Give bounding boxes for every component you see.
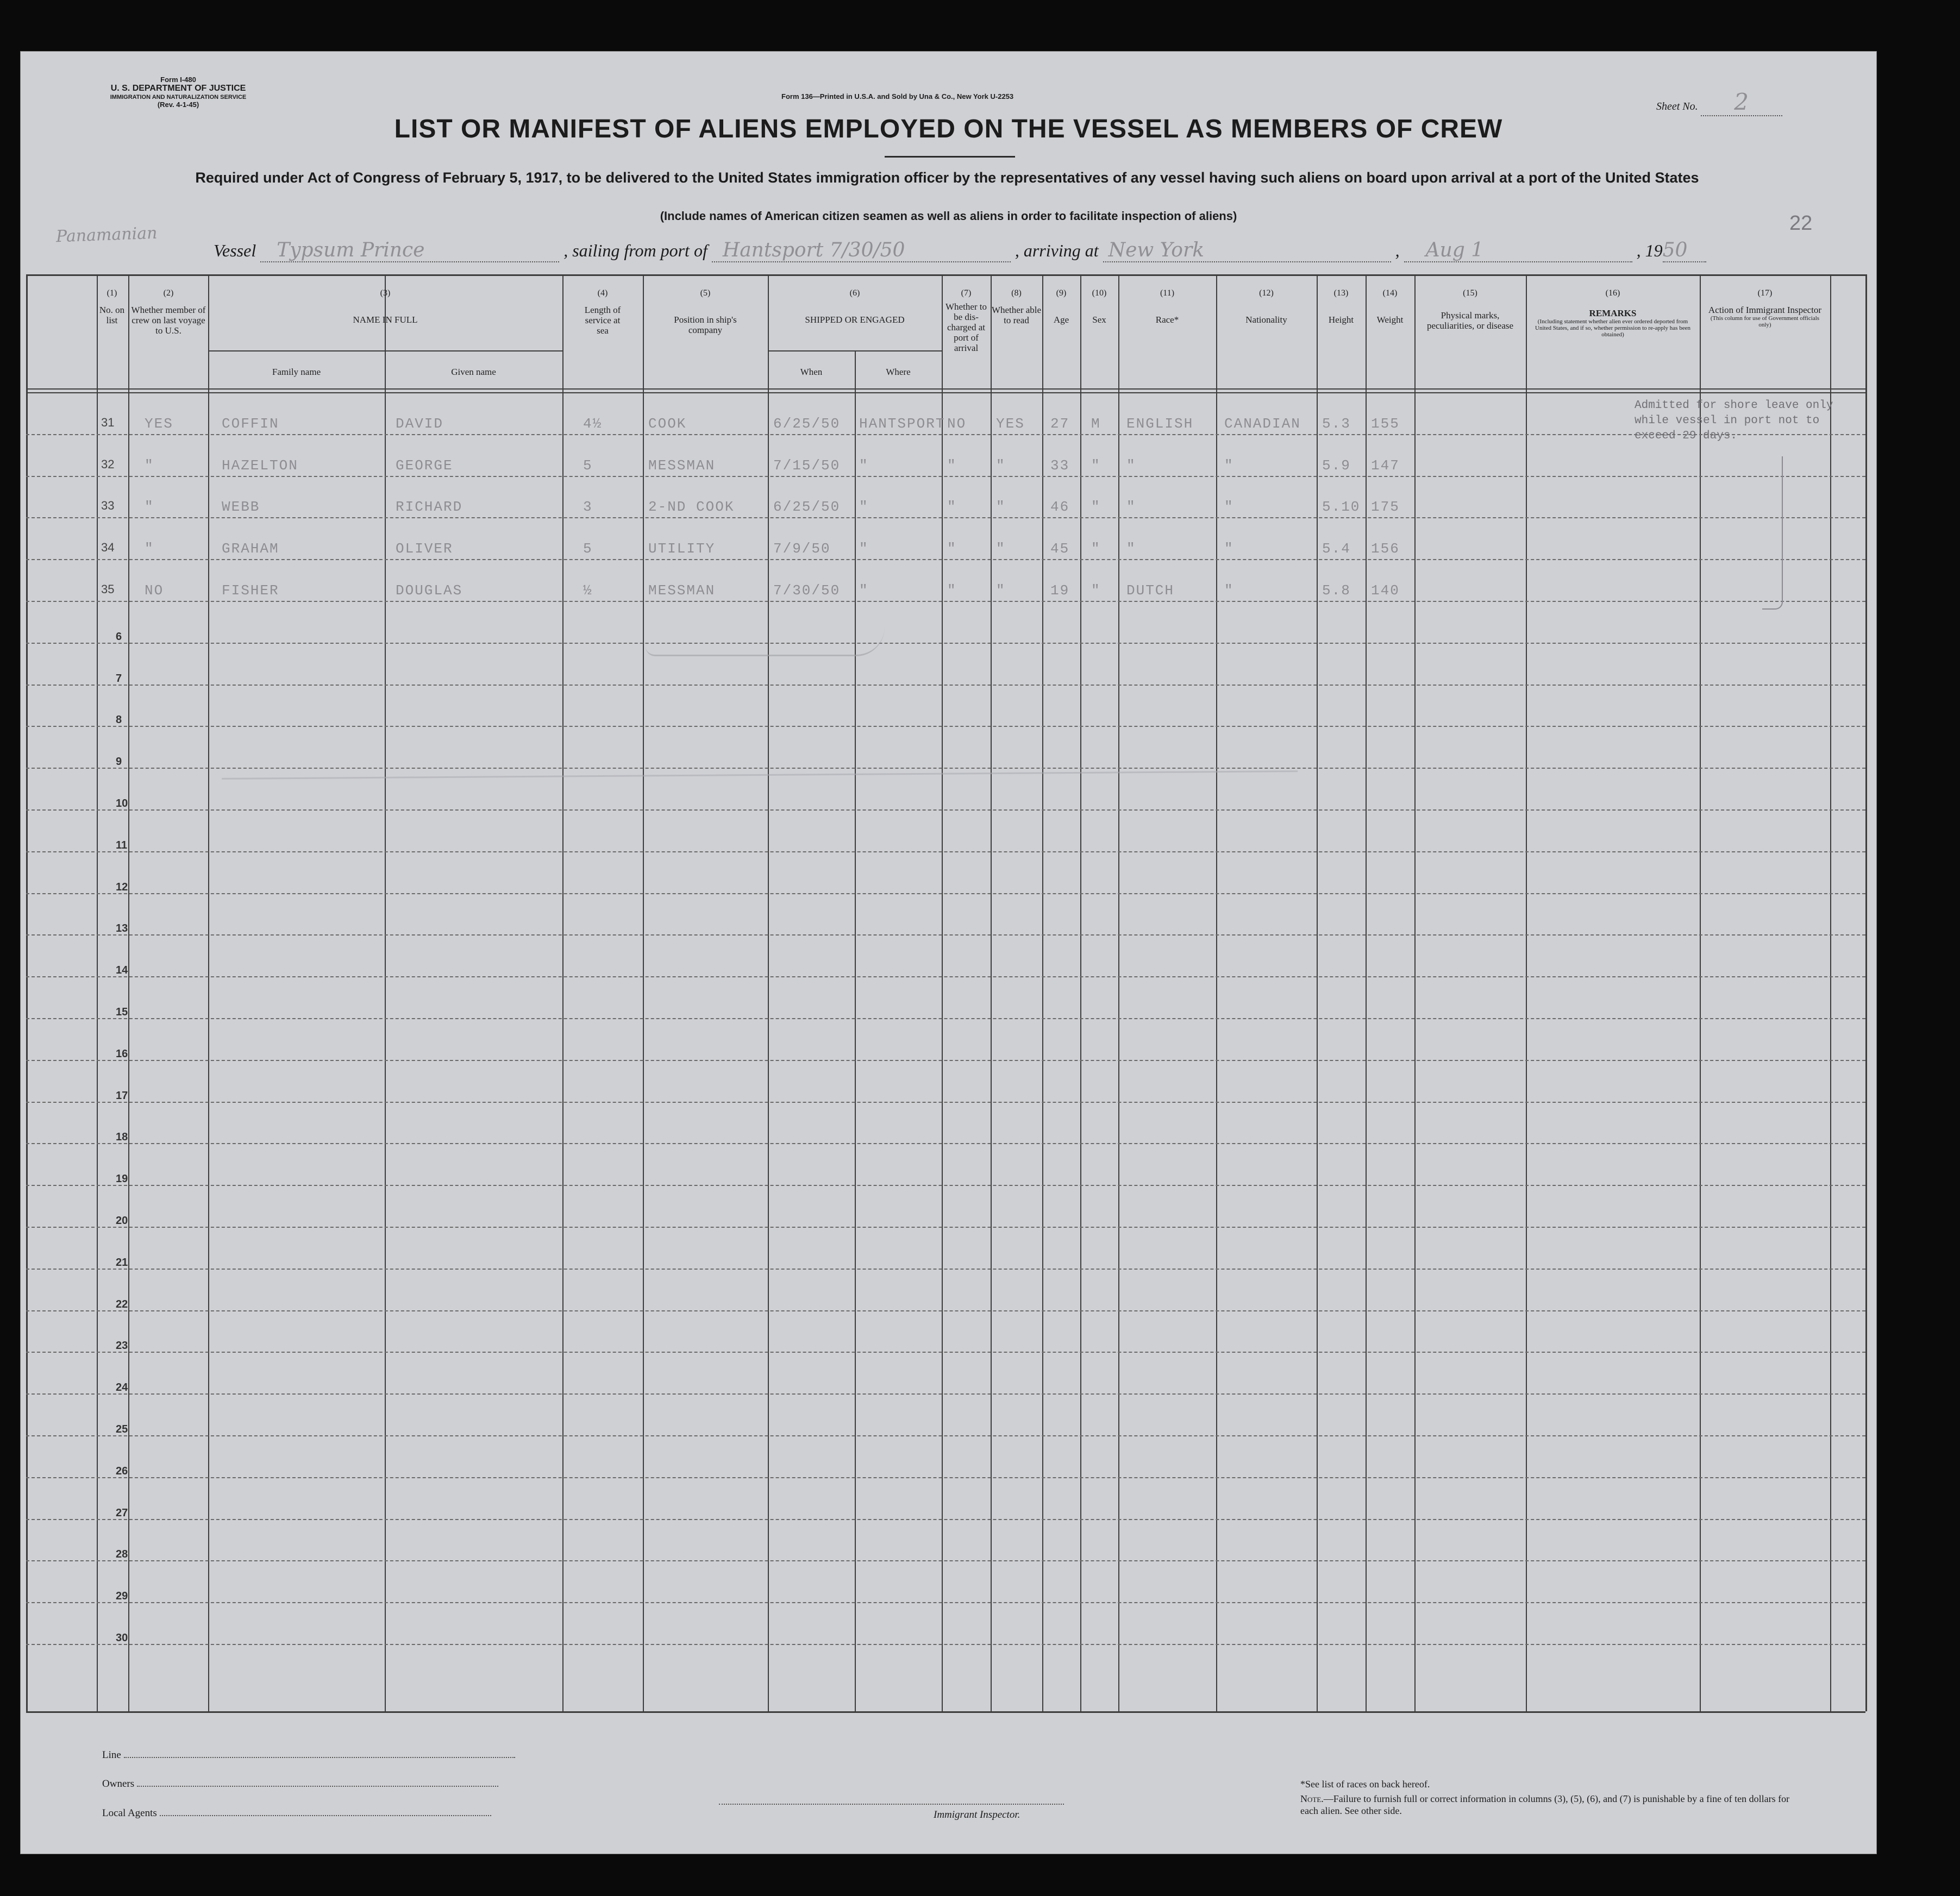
line-field: Line (102, 1749, 515, 1761)
printer-line: Form 136—Printed in U.S.A. and Sold by Una & Co., New York U-2253 (781, 92, 1014, 101)
col-11-header: (11) Race* (1155, 288, 1179, 325)
row-number: 26 (116, 1465, 128, 1477)
races-note: *See list of races on back hereof. (1300, 1779, 1430, 1790)
header-bottom-rule (26, 388, 1865, 390)
row-number: 22 (116, 1298, 128, 1310)
cell-discharged: NO (947, 415, 967, 432)
cell-family: FISHER (222, 582, 279, 599)
row-rule (26, 726, 1865, 727)
cell-read: YES (996, 415, 1025, 432)
row-rule (26, 1477, 1865, 1478)
row-number: 14 (116, 964, 128, 977)
cell-age: 33 (1050, 457, 1070, 474)
col-4-header: (4) Length of service at sea (584, 288, 621, 336)
column-rule (385, 274, 386, 1711)
cell-race: ENGLISH (1126, 415, 1194, 432)
column-rule (942, 274, 943, 1711)
cell-where: " (859, 457, 869, 474)
row-rule (26, 976, 1865, 977)
row-number: 29 (116, 1590, 128, 1603)
column-rule (768, 274, 769, 1711)
cell-service: 4½ (583, 415, 603, 432)
cell-nationality: " (1224, 457, 1234, 474)
row-number: 30 (116, 1632, 128, 1644)
col-9-header: (9) Age (1053, 288, 1069, 325)
margin-note: Panamanian (55, 223, 158, 247)
row-rule (26, 434, 1865, 435)
cell-when: 7/9/50 (773, 541, 831, 557)
row-number: 24 (116, 1382, 128, 1394)
stamp-line: exceed 29 days. (1635, 430, 1738, 442)
cell-age: 46 (1050, 499, 1070, 516)
col-15-header: (15) Physical marks, peculiarities, or disease (1426, 288, 1514, 331)
row-number: 17 (116, 1089, 128, 1102)
col-16-header: (16) REMARKS (Including statement whether alien ever ordered deported from United States, and if so, whether permission to re-apply has been obtained) (1535, 288, 1690, 338)
cell-given: DAVID (396, 415, 444, 432)
bracket-mark (1762, 456, 1783, 610)
col-6-when-header: When (800, 367, 823, 377)
cell-sex: " (1091, 457, 1101, 474)
year-prefix: , 19 (1636, 241, 1663, 260)
cell-nationality: " (1224, 499, 1234, 516)
row-number: 6 (116, 630, 122, 643)
cell-member: " (145, 499, 154, 516)
cell-when: 7/15/50 (773, 457, 841, 474)
manifest-sheet (21, 52, 1876, 1854)
cell-position: UTILITY (648, 541, 716, 557)
required-text: Required under Act of Congress of February 5, 1917, to be delivered to the United States immigration officer by the representatives of any vessel having such aliens on board upon arrival at a port of the United States (195, 169, 1699, 186)
cell-given: GEORGE (396, 457, 453, 474)
row-number: 28 (116, 1548, 128, 1561)
cell-where: " (859, 499, 869, 516)
column-rule (855, 350, 856, 1711)
cell-read: " (996, 541, 1006, 557)
arriving-value: New York (1103, 239, 1391, 262)
cell-service: ½ (583, 582, 593, 599)
cell-age: 19 (1050, 582, 1070, 599)
cell-nationality: " (1224, 582, 1234, 599)
col-3-family-header: Family name (272, 367, 321, 377)
table-top-rule (26, 274, 1865, 276)
row-rule (26, 1519, 1865, 1520)
table-bottom-rule (26, 1711, 1865, 1713)
form-id-block (97, 76, 260, 109)
cell-read: " (996, 499, 1006, 516)
header-bottom-rule (26, 392, 1865, 393)
cell-service: 5 (583, 457, 593, 474)
cell-when: 6/25/50 (773, 415, 841, 432)
cell-no: 33 (101, 499, 115, 513)
cell-sex: M (1091, 415, 1101, 432)
column-rule (643, 274, 644, 1711)
stamp-line: Admitted for shore leave only (1635, 399, 1833, 412)
cell-race: " (1126, 541, 1136, 557)
sheet-number-value: 2 (1701, 89, 1782, 116)
cell-family: GRAHAM (222, 541, 279, 557)
title-rule (885, 156, 1015, 158)
cell-height: 5.4 (1322, 541, 1351, 557)
row-rule (26, 1102, 1865, 1103)
cell-race: DUTCH (1126, 582, 1175, 599)
cell-nationality: " (1224, 541, 1234, 557)
row-number: 13 (116, 922, 128, 935)
cell-when: 6/25/50 (773, 499, 841, 516)
col-5-header: (5) Position in ship's company (674, 288, 737, 335)
arriving-label: , arriving at (1015, 241, 1099, 260)
local-agents-field: Local Agents (102, 1807, 491, 1819)
row-rule (26, 934, 1865, 936)
cell-where: " (859, 541, 869, 557)
cell-service: 5 (583, 541, 593, 557)
row-number: 23 (116, 1340, 128, 1352)
include-text: (Include names of American citizen seamen as well as aliens in order to facilitate inspection of aliens) (660, 209, 1237, 223)
form-line: IMMIGRATION AND NATURALIZATION SERVICE (110, 94, 247, 101)
row-rule (26, 851, 1865, 852)
shipped-subheader-rule (768, 350, 942, 351)
cell-given: OLIVER (396, 541, 453, 557)
row-rule (26, 1143, 1865, 1144)
cell-weight: 175 (1371, 499, 1400, 516)
col-3-header: (3) NAME IN FULL (353, 288, 418, 325)
cell-member: NO (145, 582, 164, 599)
row-rule (26, 1269, 1865, 1270)
cell-family: HAZELTON (222, 457, 298, 474)
row-number: 21 (116, 1256, 128, 1269)
cell-read: " (996, 457, 1006, 474)
vessel-field: Vessel Typsum Prince , sailing from port of Hantsport 7/30/50 , arriving at New York , Aug 1 , 1950 (214, 239, 1706, 262)
col-8-header: (8) Whether able to read (991, 288, 1042, 325)
col-6-header: (6) SHIPPED OR ENGAGED (805, 288, 905, 325)
row-rule (26, 893, 1865, 894)
vessel-value: Typsum Prince (260, 239, 559, 262)
cell-weight: 147 (1371, 457, 1400, 474)
cell-weight: 156 (1371, 541, 1400, 557)
cell-weight: 155 (1371, 415, 1400, 432)
col-3-given-header: Given name (451, 367, 496, 377)
row-rule (26, 517, 1865, 518)
name-subheader-rule (208, 350, 562, 351)
sheet-number-field (1656, 89, 1782, 116)
column-rule (1080, 274, 1081, 1711)
cell-position: 2-ND COOK (648, 499, 735, 516)
row-number: 19 (116, 1173, 128, 1185)
row-number: 15 (116, 1006, 128, 1018)
date-value: Aug 1 (1404, 239, 1632, 262)
stamp-line: while vessel in port not to (1635, 415, 1820, 427)
col-17-header: (17) Action of Immigrant Inspector (This column for use of Government officials only) (1708, 288, 1822, 328)
cell-position: MESSMAN (648, 582, 716, 599)
shore-leave-stamp (1635, 398, 1833, 444)
cell-member: YES (145, 415, 173, 432)
column-rule (97, 274, 98, 1711)
cell-age: 27 (1050, 415, 1070, 432)
column-rule (1865, 274, 1867, 1711)
row-rule (26, 1644, 1865, 1645)
cell-position: COOK (648, 415, 687, 432)
cell-race: " (1126, 499, 1136, 516)
row-number: 8 (116, 714, 122, 726)
row-number: 18 (116, 1131, 128, 1144)
cell-height: 5.3 (1322, 415, 1351, 432)
row-number: 10 (116, 798, 128, 809)
signature-scribble (646, 627, 885, 656)
row-number: 11 (116, 839, 128, 851)
row-rule (26, 559, 1865, 560)
cell-discharged: " (947, 541, 957, 557)
cell-discharged: " (947, 582, 957, 599)
cell-when: 7/30/50 (773, 582, 841, 599)
row-rule (26, 1060, 1865, 1061)
cell-discharged: " (947, 499, 957, 516)
crew-table (21, 274, 1876, 1717)
row-rule (26, 1602, 1865, 1603)
row-number: 25 (116, 1423, 128, 1435)
row-rule (26, 1435, 1865, 1436)
cell-where: " (859, 582, 869, 599)
cell-given: DOUGLAS (396, 582, 463, 599)
cell-sex: " (1091, 541, 1101, 557)
col-7-header: (7) Whether to be dis-charged at port of arrival (945, 288, 987, 353)
row-number: 27 (116, 1506, 128, 1519)
row-rule (26, 1352, 1865, 1353)
row-number: 12 (116, 881, 128, 893)
cell-position: MESSMAN (648, 457, 716, 474)
column-rule (1830, 274, 1831, 1711)
column-rule (1118, 274, 1119, 1711)
cell-sex: " (1091, 582, 1101, 599)
cell-sex: " (1091, 499, 1101, 516)
form-line: (Rev. 4-1-45) (157, 101, 199, 109)
cell-height: 5.8 (1322, 582, 1351, 599)
cell-service: 3 (583, 499, 593, 516)
inspector-signature-line (719, 1804, 1064, 1805)
row-number: 16 (116, 1047, 128, 1060)
cell-no: 32 (101, 457, 115, 471)
col-2-header: (2) Whether member of crew on last voyage to U.S. (131, 288, 206, 336)
row-rule (26, 1018, 1865, 1019)
cell-height: 5.9 (1322, 457, 1351, 474)
form-line: U. S. DEPARTMENT OF JUSTICE (110, 84, 246, 93)
cell-member: " (145, 541, 154, 557)
cell-weight: 140 (1371, 582, 1400, 599)
row-rule (26, 1393, 1865, 1395)
column-rule (1700, 274, 1701, 1711)
column-rule (26, 274, 28, 1711)
cell-family: WEBB (222, 499, 260, 516)
row-rule (26, 685, 1865, 686)
cell-where: HANTSPORT (859, 415, 945, 432)
row-number: 9 (116, 756, 122, 768)
col-10-header: (10) Sex (1092, 288, 1107, 325)
row-number: 7 (116, 672, 122, 685)
cell-no: 31 (101, 415, 115, 429)
col-1-header: (1) No. on list (99, 288, 125, 325)
row-rule (26, 809, 1865, 811)
col-6-where-header: Where (886, 367, 911, 377)
row-number: 20 (116, 1215, 128, 1227)
column-rule (128, 274, 129, 1711)
column-rule (1526, 274, 1527, 1711)
row-rule (26, 1185, 1865, 1186)
column-rule (562, 274, 563, 1711)
cell-discharged: " (947, 457, 957, 474)
manifest-title: LIST OR MANIFEST OF ALIENS EMPLOYED ON THE VESSEL AS MEMBERS OF CREW (394, 115, 1503, 143)
sheet-label: Sheet No. (1656, 101, 1698, 112)
cell-family: COFFIN (222, 415, 279, 432)
vessel-label: Vessel (214, 241, 256, 260)
col-14-header: (14) Weight (1376, 288, 1404, 325)
col-13-header: (13) Height (1328, 288, 1354, 325)
row-rule (26, 643, 1865, 644)
year-value: 50 (1663, 239, 1706, 262)
row-rule (26, 1310, 1865, 1311)
row-rule (26, 1560, 1865, 1561)
cell-given: RICHARD (396, 499, 463, 516)
form-line: Form I-480 (160, 76, 196, 84)
column-rule (1414, 274, 1416, 1711)
corner-number: 22 (1789, 212, 1813, 235)
cell-read: " (996, 582, 1006, 599)
owners-field: Owners (102, 1778, 498, 1790)
row-rule (26, 476, 1865, 477)
inspector-label: Immigrant Inspector. (934, 1809, 1020, 1820)
row-rule (26, 1227, 1865, 1228)
row-rule (26, 601, 1865, 602)
sailing-label: , sailing from port of (563, 241, 707, 260)
cell-height: 5.10 (1322, 499, 1361, 516)
column-rule (208, 274, 209, 1711)
column-rule (1317, 274, 1318, 1711)
sailing-value: Hantsport 7/30/50 (712, 239, 1011, 262)
column-rule (1366, 274, 1367, 1711)
cell-age: 45 (1050, 541, 1070, 557)
cell-nationality: CANADIAN (1224, 415, 1301, 432)
cell-no: 35 (101, 582, 115, 596)
col-12-header: (12) Nationality (1245, 288, 1287, 325)
cell-no: 34 (101, 541, 115, 555)
column-rule (1216, 274, 1217, 1711)
column-rule (1042, 274, 1043, 1711)
penalty-note: Note.—Failure to furnish full or correct information in columns (3), (5), (6), and (7) is punishable by a fine of ten dollars for each alien. See other side. (1300, 1793, 1790, 1816)
column-rule (991, 274, 992, 1711)
cell-member: " (145, 457, 154, 474)
cell-race: " (1126, 457, 1136, 474)
